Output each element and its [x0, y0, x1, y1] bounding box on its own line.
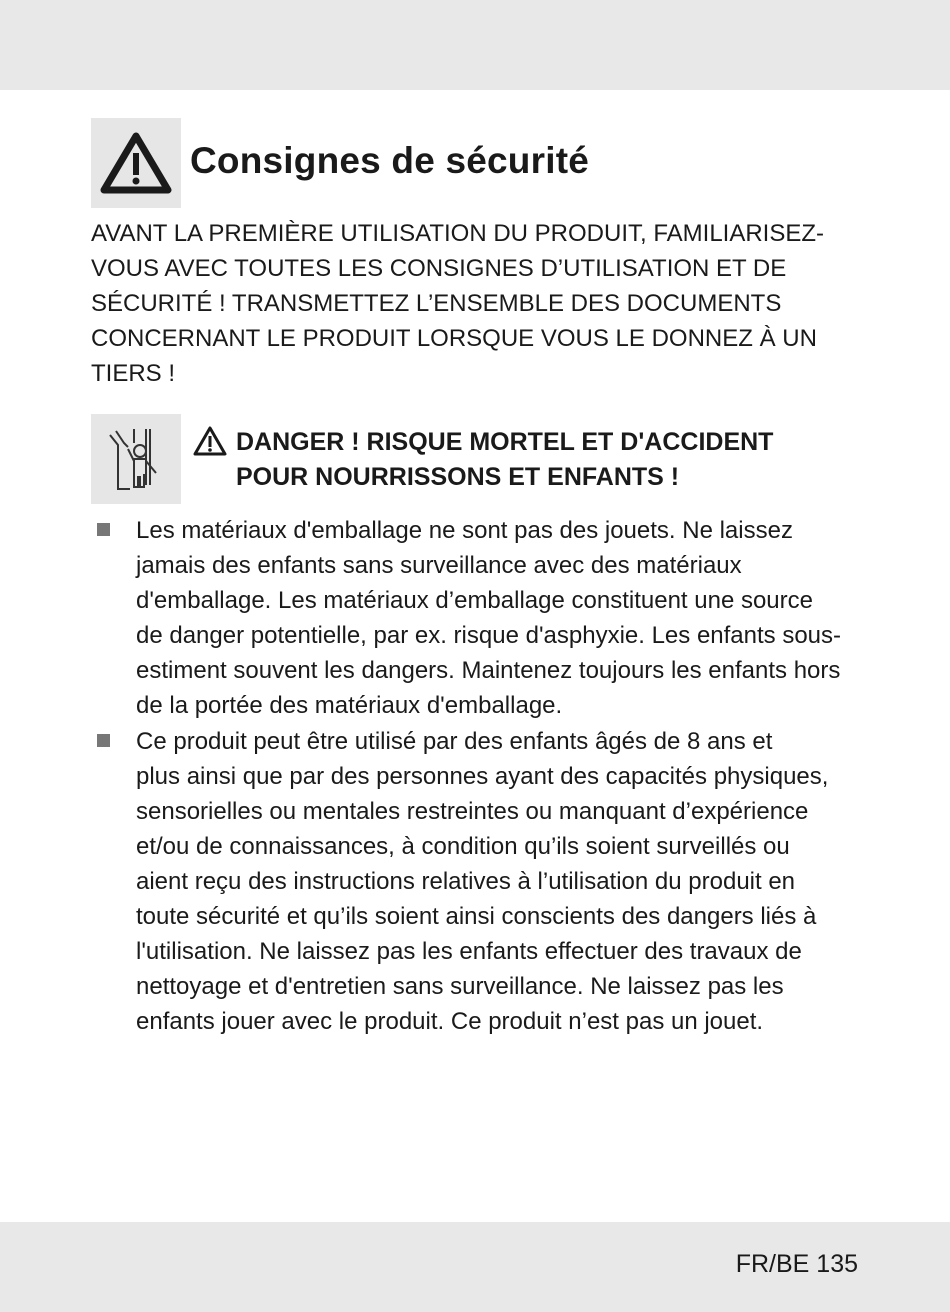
warning-triangle-icon — [100, 131, 172, 195]
bullet-square-icon — [97, 734, 110, 747]
bullet-item — [136, 513, 841, 723]
bullet-line: aient reçu des instructions relatives à l’utilisation du produit en — [136, 868, 796, 895]
bullet-square-icon — [97, 523, 110, 536]
bullet-item — [136, 724, 828, 1039]
danger-heading — [236, 425, 773, 495]
page-title: Consignes de sécurité — [190, 140, 589, 181]
danger-triangle-icon — [193, 425, 227, 457]
bullet-line: jamais des enfants sans surveillance avec des matériaux — [136, 552, 742, 579]
child-hazard-icon-box — [91, 414, 181, 504]
bullet-line: de la portée des matériaux d'emballage. — [136, 692, 563, 719]
bullet-line: nettoyage et d'entretien sans surveillance. Ne laissez pas les — [136, 973, 784, 1000]
intro-line: SÉCURITÉ ! TRANSMETTEZ L’ENSEMBLE DES DOCUMENTS — [91, 290, 782, 317]
bullet-line: d'emballage. Les matériaux d’emballage constituent une source — [136, 587, 813, 614]
top-band — [0, 0, 950, 90]
bullet-line: et/ou de connaissances, à condition qu’ils soient surveillés ou — [136, 833, 790, 860]
bullet-line: de danger potentielle, par ex. risque d'asphyxie. Les enfants sous- — [136, 622, 842, 649]
intro-paragraph — [91, 216, 824, 391]
bullet-line: enfants jouer avec le produit. Ce produit n’est pas un jouet. — [136, 1008, 764, 1035]
intro-line: VOUS AVEC TOUTES LES CONSIGNES D’UTILISATION ET DE — [91, 255, 787, 282]
intro-line: CONCERNANT LE PRODUIT LORSQUE VOUS LE DONNEZ À UN — [91, 325, 817, 352]
bullet-line: Ce produit peut être utilisé par des enfants âgés de 8 ans et — [136, 728, 773, 755]
page-number: FR/BE 135 — [735, 1250, 858, 1278]
bullet-line: l'utilisation. Ne laissez pas les enfants effectuer des travaux de — [136, 938, 802, 965]
danger-line: POUR NOURRISSONS ET ENFANTS ! — [236, 463, 680, 491]
bullet-line: estiment souvent les dangers. Maintenez toujours les enfants hors — [136, 657, 841, 684]
bullet-line: toute sécurité et qu’ils soient ainsi conscients des dangers liés à — [136, 903, 817, 930]
bullet-line: plus ainsi que par des personnes ayant des capacités physiques, — [136, 763, 829, 790]
child-hazard-icon — [104, 423, 168, 495]
warning-icon-box — [91, 118, 181, 208]
danger-line: DANGER ! RISQUE MORTEL ET D'ACCIDENT — [236, 428, 774, 456]
bullet-line: Les matériaux d'emballage ne sont pas des jouets. Ne laissez — [136, 517, 793, 544]
intro-line: AVANT LA PREMIÈRE UTILISATION DU PRODUIT, FAMILIARISEZ- — [91, 220, 825, 247]
intro-line: TIERS ! — [91, 360, 176, 387]
bullet-line: sensorielles ou mentales restreintes ou manquant d’expérience — [136, 798, 809, 825]
